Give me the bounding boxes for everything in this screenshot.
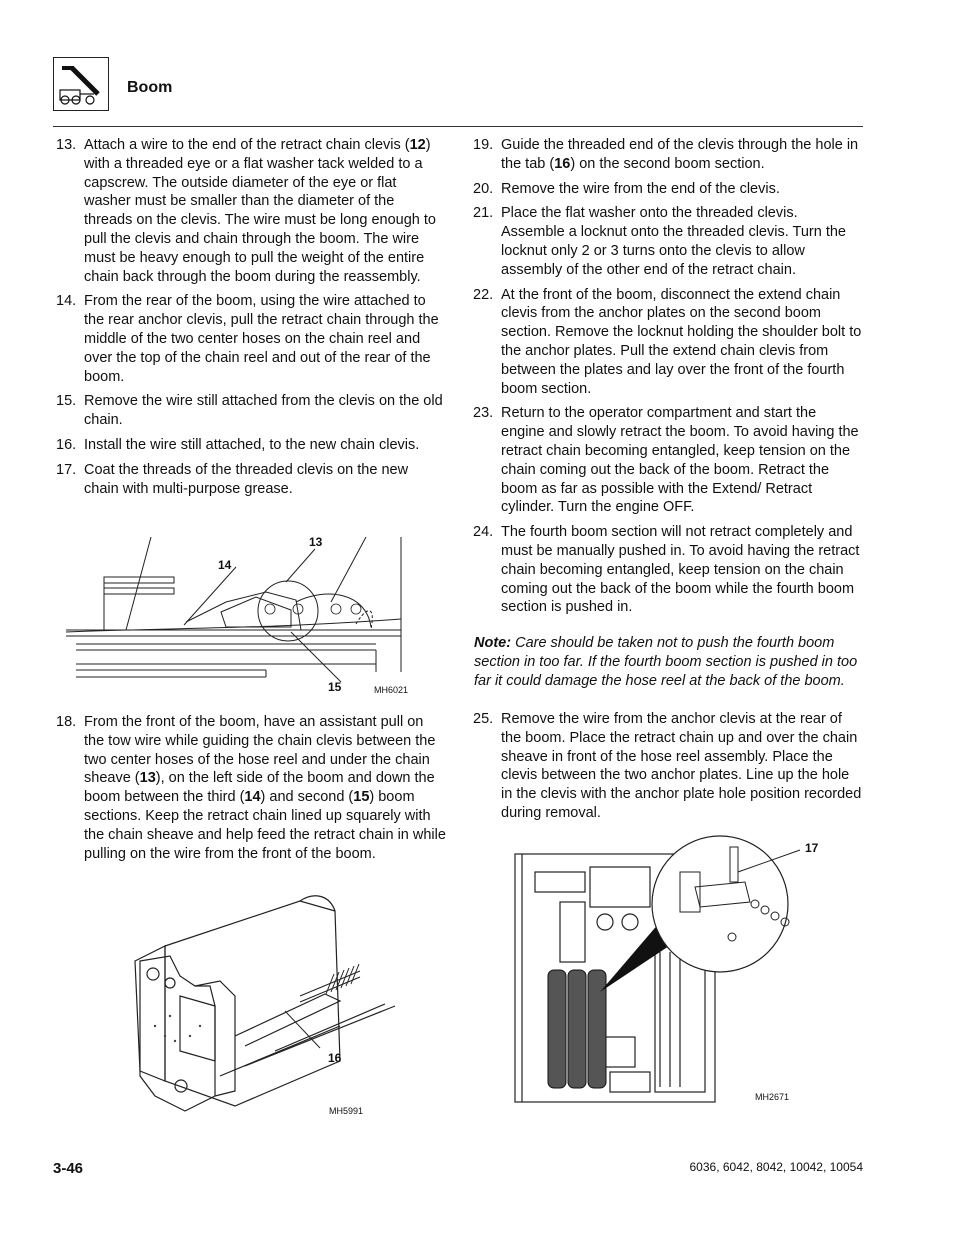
step-item	[56, 713, 446, 863]
step-text: From the rear of the boom, using the wire attached to the rear anchor clevis, pull the retract chain through the middle of the two center hoses on the chain reel and over the top of the chain reel and out of the rear of the boom.	[84, 293, 439, 385]
step-text: The fourth boom section will not retract completely and must be manually pushed in. To avoid having the retract chain becoming entangled, keep tension on the chain coming out the back of the boom while the fourth boom section is pushed in.	[501, 524, 860, 616]
callout-13: 13	[309, 535, 323, 549]
step-text: Coat the threads of the threaded clevis on the new chain with multi-purpose grease.	[84, 461, 409, 497]
step-number: 19.	[473, 137, 494, 153]
step-item	[473, 204, 863, 279]
step-item	[56, 392, 446, 430]
step-number: 21.	[473, 205, 494, 222]
callout-17: 17	[805, 841, 819, 855]
callout-16: 16	[328, 1051, 342, 1065]
step-item	[56, 136, 446, 286]
step-number: 16.	[56, 436, 77, 453]
step-number: 22.	[473, 286, 494, 303]
figure-chain-sheave	[66, 532, 416, 702]
step-number: 23.	[473, 405, 494, 422]
step-item	[473, 136, 863, 174]
left-steps-top	[56, 136, 446, 504]
step-number: 17.	[56, 461, 77, 478]
step-item	[473, 404, 863, 517]
step-number: 20.	[473, 180, 494, 197]
step-number: 14.	[56, 293, 77, 310]
step-text: Attach a wire to the end of the retract chain clevis (12) with a threaded eye or a flat washer tack welded to a capscrew. The outside diameter of the eye or flat washer must be smaller than the diameter of the threads on the clevis. The wire must be long enough to pull the clevis and chain through the boom. The wire must be heavy enough to pull the weight of the entire chain back through the boom during the reassembly.	[84, 137, 436, 285]
page-number: 3-46	[53, 1160, 84, 1177]
right-steps-top	[473, 136, 863, 623]
step-text: Place the flat washer onto the threaded clevis. Assemble a locknut onto the threaded clevis. Turn the locknut only 2 or 3 turns onto the clevis to allow assembly of the other end of the retract chain.	[501, 205, 846, 278]
step-item	[473, 523, 863, 617]
step-number: 24.	[473, 524, 494, 541]
step-item	[473, 286, 863, 399]
note-label: Note:	[474, 635, 512, 651]
figure-id: MH5991	[329, 1106, 364, 1116]
step-text: Remove the wire still attached from the clevis on the old chain.	[84, 393, 443, 429]
step-item	[56, 436, 446, 455]
clevis-tab-drawing	[125, 886, 405, 1121]
figure-id: MH2671	[755, 1092, 790, 1102]
step-text: At the front of the boom, disconnect the extend chain clevis from the anchor plates on the second boom section. Remove the locknut holding the shoulder bolt to the anchor plates. Pull the extend chain clevis from between the plates and lay over the front of the fourth boom section.	[501, 286, 862, 397]
chain-sheave-drawing	[66, 532, 416, 702]
figure-hose-reel	[510, 832, 830, 1110]
hose-reel-drawing	[510, 832, 830, 1110]
step-text: Guide the threaded end of the clevis through the hole in the tab (16) on the second boom section.	[501, 137, 859, 172]
step-item	[56, 461, 446, 499]
figure-clevis-tab	[125, 886, 405, 1121]
step-item	[473, 180, 863, 199]
note	[474, 634, 866, 690]
step-number: 18.	[56, 714, 77, 730]
figure-id: MH6021	[374, 685, 409, 695]
header-rule	[53, 126, 863, 127]
step-text: Install the wire still attached, to the new chain clevis.	[84, 436, 420, 453]
section-logo	[53, 57, 109, 111]
section-title: Boom	[127, 79, 173, 96]
left-steps-bottom	[56, 713, 446, 869]
callout-15: 15	[328, 680, 342, 694]
step-text: From the front of the boom, have an assistant pull on the tow wire while guiding the chain clevis between the two center hoses of the hose reel and under the chain sheave (13), on the left side of the boom and down the boom between the third (14) and second (15) boom sections. Keep the retract chain lined up squarely with the chain sheave and help feed the retract chain in while pulling on the wire from the front of the boom.	[84, 714, 446, 862]
step-number: 15.	[56, 393, 77, 410]
step-number: 13.	[56, 137, 77, 153]
note-text: Care should be taken not to push the fourth boom section in too far. If the fourth boom section is pushed in too far it could damage the hose reel at the back of the boom.	[474, 635, 858, 689]
step-item	[56, 292, 446, 386]
step-text: Return to the operator compartment and start the engine and slowly retract the boom. To avoid having the retract chain becoming entangled, keep tension on the chain coming out the back of the boom. Retract the boom as far as possible with the Extend/ Retract cylinder. Turn the engine OFF.	[501, 405, 859, 516]
step-text: Remove the wire from the anchor clevis at the rear of the boom. Place the retract chain up and over the chain sheave in front of the hose reel assembly. Place the clevis between the two anchor plates. Line up the hole in the clevis with the anchor plate hole position recorded during removal.	[501, 711, 862, 821]
step-number: 25.	[473, 711, 494, 727]
step-item	[473, 710, 863, 823]
right-steps-bottom	[473, 710, 863, 829]
step-text: Remove the wire from the end of the clevis.	[501, 180, 780, 197]
model-numbers: 6036, 6042, 8042, 10042, 10054	[689, 1160, 863, 1174]
callout-14: 14	[218, 558, 232, 572]
telehandler-boom-icon	[54, 58, 107, 109]
